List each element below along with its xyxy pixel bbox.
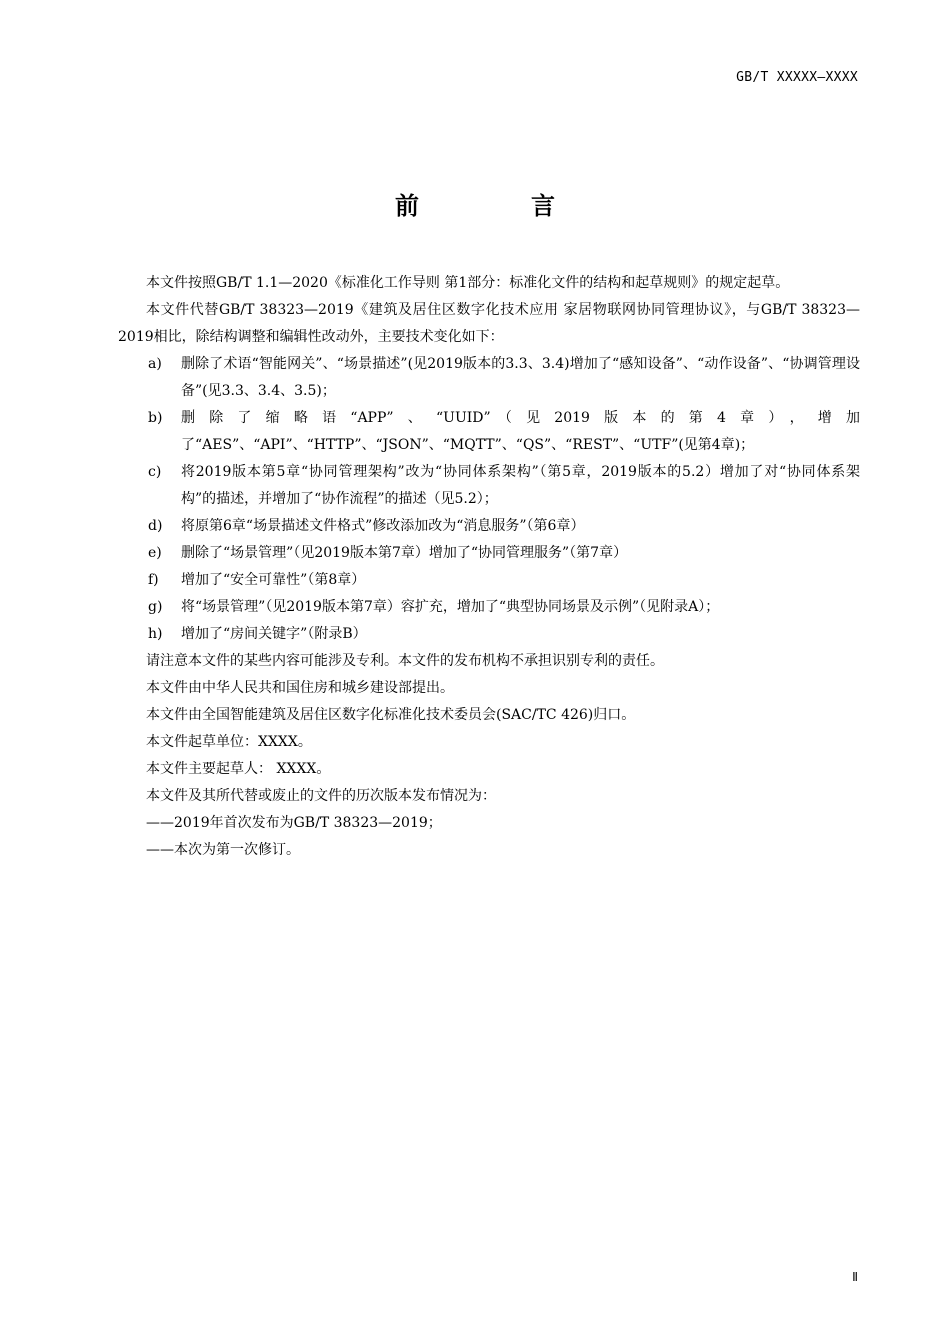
paragraph-patent-notice: 请注意本文件的某些内容可能涉及专利。本文件的发布机构不承担识别专利的责任。 [146,653,664,669]
list-item [146,540,860,567]
list-item [146,621,860,648]
changes-list [146,351,860,648]
list-item-text: 删除了术语“智能网关”、“场景描述”(见2019版本的3.3、3.4)增加了“感知设备”、“动作设备”、“协调管理设备”(见3.3、3.4、3.5)； [181,356,860,399]
list-item-text: 将原第6章“场景描述文件格式”修改添加改为“消息服务”（第6章） [181,518,585,534]
list-item [146,459,860,513]
list-marker: d) [148,518,163,534]
paragraph-replacement: 本文件代替GB/T 38323—2019《建筑及居住区数字化技术应用 家居物联网协同管理协议》，与GB/T 38323—2019相比，除结构调整和编辑性改动外，主要技术变化如下： [118,302,860,345]
list-item-text: 增加了“安全可靠性”（第8章） [181,572,366,588]
history-item: ——本次为第一次修订。 [146,842,300,858]
paragraph-drafting-unit: 本文件起草单位：XXXX。 [146,734,312,750]
list-marker: h) [148,626,163,642]
history-item: ——2019年首次发布为GB/T 38323—2019； [146,815,442,831]
paragraph-version-history: 本文件及其所代替或废止的文件的历次版本发布情况为： [146,788,496,804]
list-marker: f) [148,572,159,588]
page-number: Ⅱ [852,1270,858,1284]
list-item [146,405,860,459]
list-item-text: 增加了“房间关键字”（附录B） [181,626,367,642]
list-marker: c) [148,464,162,480]
list-item-text: 删除了缩略语“APP”、“UUID”（见2019版本的第4章），增加了“AES”、“API”、“HTTP”、“JSON”、“MQTT”、“QS”、“REST”、“UTF”(见第4章)； [181,410,860,453]
list-item [146,351,860,405]
list-marker: a) [148,356,162,372]
document-code: GB/T XXXXX—XXXX [736,70,858,85]
list-marker: b) [148,410,163,426]
list-item [146,513,860,540]
list-item-text: 将2019版本第5章“协同管理架构”改为“协同体系架构”（第5章，2019版本的5.2）增加了对“协同体系架构”的描述，并增加了“协作流程”的描述（见5.2）； [181,464,860,507]
paragraph-drafting-rules: 本文件按照GB/T 1.1—2020《标准化工作导则 第1部分：标准化文件的结构和起草规则》的规定起草。 [146,275,790,291]
page-title: 前 言 [395,192,599,220]
list-item-text: 将“场景管理”（见2019版本第7章）容扩充，增加了“典型协同场景及示例”（见附录A）； [181,599,720,615]
paragraph-drafters: 本文件主要起草人： XXXX。 [146,761,331,777]
list-marker: e) [148,545,162,561]
paragraph-proposer: 本文件由中华人民共和国住房和城乡建设部提出。 [146,680,454,696]
foreword-body [118,270,860,864]
list-item-text: 删除了“场景管理”（见2019版本第7章）增加了“协同管理服务”（第7章） [181,545,628,561]
list-marker: g) [148,599,163,615]
paragraph-committee: 本文件由全国智能建筑及居住区数字化标准化技术委员会(SAC/TC 426)归口。 [146,707,636,723]
list-item [146,567,860,594]
list-item [146,594,860,621]
